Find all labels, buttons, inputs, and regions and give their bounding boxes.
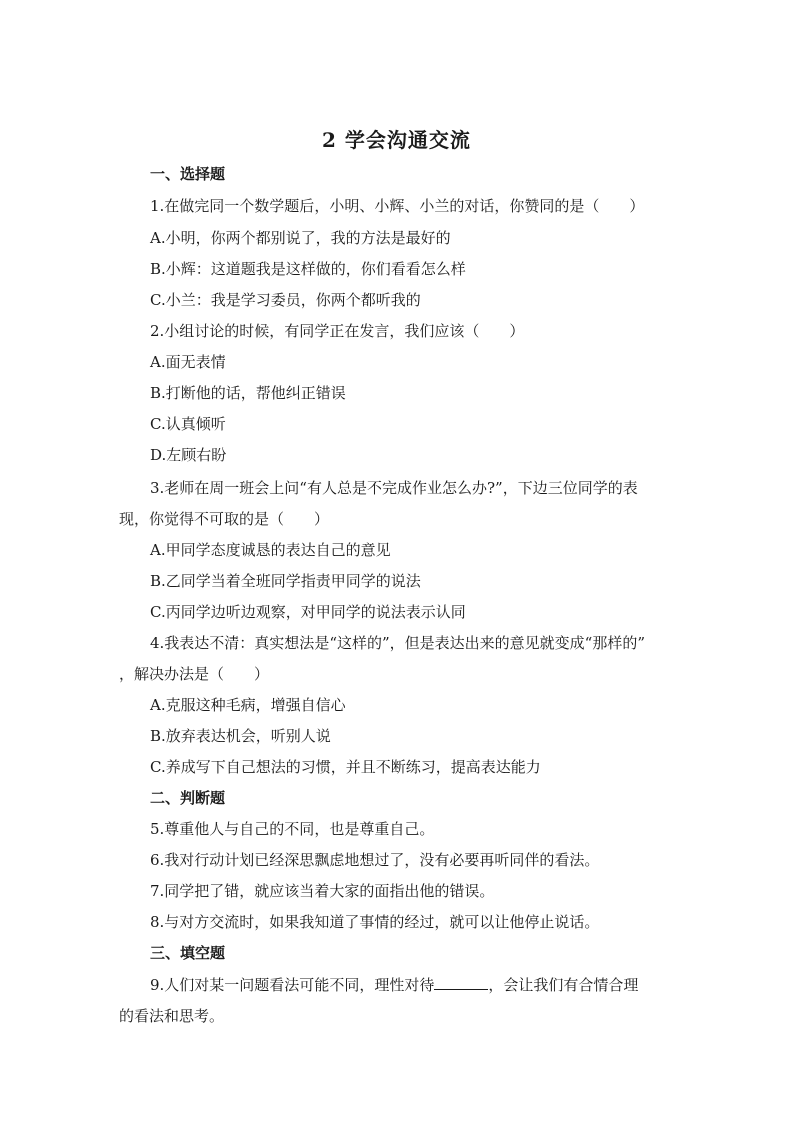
question-1-stem: 1.在做完同一个数学题后，小明、小辉、小兰的对话，你赞同的是（ ）: [150, 197, 645, 215]
question-4-option-c: C.养成写下自己想法的习惯，并且不断练习，提高表达能力: [150, 758, 541, 776]
question-5: 5.尊重他人与自己的不同，也是尊重自己。: [150, 820, 435, 838]
question-2-option-c: C.认真倾听: [150, 415, 226, 433]
question-1-option-a: A.小明，你两个都别说了，我的方法是最好的: [150, 229, 451, 247]
question-3-option-b: B.乙同学当着全班同学指责甲同学的说法: [150, 572, 421, 590]
question-1-option-b: B.小辉：这道题我是这样做的，你们看看怎么样: [150, 260, 466, 278]
question-4-option-b: B.放弃表达机会，听别人说: [150, 727, 331, 745]
question-2-option-d: D.左顾右盼: [150, 446, 227, 464]
question-3-option-c: C.丙同学边听边观察，对甲同学的说法表示认同: [150, 603, 466, 621]
question-2-option-a: A.面无表情: [150, 353, 226, 371]
question-9-text-before: 9.人们对某一问题看法可能不同，理性对待: [150, 976, 435, 994]
section-heading-fill-blank: 三、填空题: [150, 944, 226, 962]
question-3-stem-line2: 现，你觉得不可取的是（ ）: [119, 510, 330, 528]
question-4-stem-line1: 4.我表达不清：真实想法是“这样的”，但是表达出来的意见就变成“那样的”: [150, 634, 645, 652]
question-7: 7.同学把了错，就应该当着大家的面指出他的错误。: [150, 882, 495, 900]
question-6: 6.我对行动计划已经深思飘虑地想过了，没有必要再听同伴的看法。: [150, 851, 600, 869]
question-3-option-a: A.甲同学态度诚恳的表达自己的意见: [150, 541, 391, 559]
question-4-stem-line2: ，解决办法是（ ）: [119, 665, 270, 683]
section-heading-true-false: 二、判断题: [150, 789, 226, 807]
question-3-stem-line1: 3.老师在周一班会上问“有人总是不完成作业怎么办?”，下边三位同学的表: [150, 479, 638, 497]
question-1-option-c: C.小兰：我是学习委员，你两个都听我的: [150, 291, 421, 309]
section-heading-choice: 一、选择题: [150, 165, 226, 183]
page-title: 2 学会沟通交流: [322, 128, 471, 152]
question-2-stem: 2.小组讨论的时候，有同学正在发言，我们应该（ ）: [150, 322, 525, 340]
question-4-option-a: A.克服这种毛病，增强自信心: [150, 696, 346, 714]
answer-blank[interactable]: [434, 975, 488, 990]
question-8: 8.与对方交流时，如果我知道了事情的经过，就可以让他停止说话。: [150, 913, 600, 931]
question-2-option-b: B.打断他的话，帮他纠正错误: [150, 384, 346, 402]
question-9-line2: 的看法和思考。: [119, 1007, 225, 1025]
question-9-line1: [150, 974, 680, 996]
question-9-text-after: ，会让我们有合情合理: [488, 976, 639, 994]
